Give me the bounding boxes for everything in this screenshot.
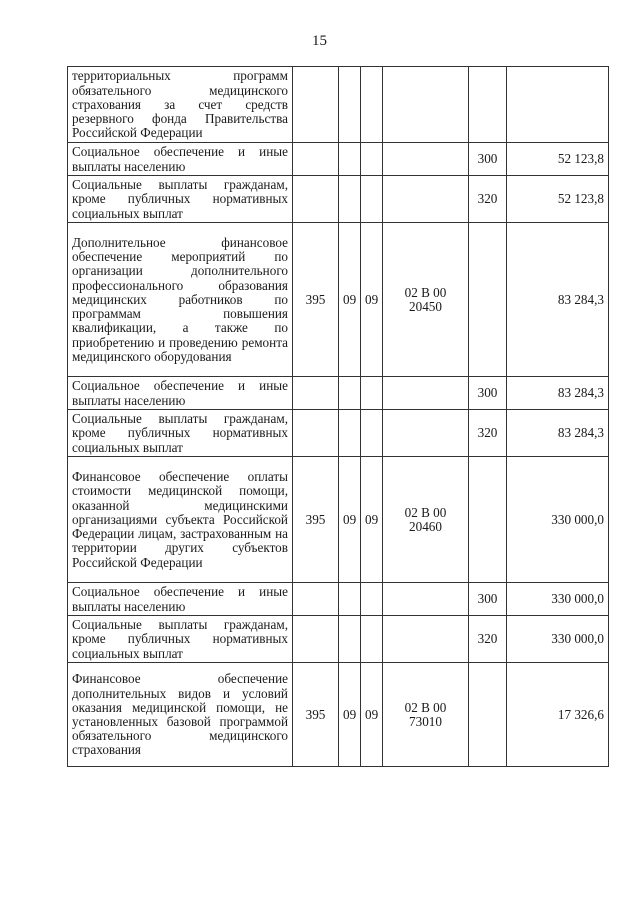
subsection-code-cell: 09	[361, 223, 383, 377]
amount-cell: 330 000,0	[507, 616, 609, 663]
table-row	[68, 583, 609, 616]
ministry-code-cell	[293, 67, 339, 143]
section-code-cell: 09	[339, 457, 361, 583]
row-name-cell: Социальное обеспечение и иные выплаты населению	[68, 143, 293, 176]
row-name-cell: территориальных программ обязательного медицинского страхования за счет средств резервного фонда Правительства Российской Федерации	[68, 67, 293, 143]
section-code-cell: 09	[339, 223, 361, 377]
table-row	[68, 410, 609, 457]
ministry-code-cell	[293, 377, 339, 410]
budget-table	[67, 66, 609, 767]
target-article-cell	[383, 616, 469, 663]
section-code-cell	[339, 410, 361, 457]
row-name-cell: Дополнительное финансовое обеспечение мероприятий по организации дополнительного профессионального образования медицинских работников по программам повышения квалификации, а также по приобретению и проведению ремонта медицинского оборудования	[68, 223, 293, 377]
section-code-cell	[339, 616, 361, 663]
amount-cell: 52 123,8	[507, 143, 609, 176]
ministry-code-cell	[293, 583, 339, 616]
target-article-cell: 02 В 00 20460	[383, 457, 469, 583]
ministry-code-cell	[293, 410, 339, 457]
section-code-cell	[339, 143, 361, 176]
subsection-code-cell	[361, 410, 383, 457]
target-article-cell	[383, 176, 469, 223]
expense-type-cell	[469, 457, 507, 583]
amount-cell: 330 000,0	[507, 583, 609, 616]
subsection-code-cell: 09	[361, 663, 383, 767]
subsection-code-cell: 09	[361, 457, 383, 583]
subsection-code-cell	[361, 67, 383, 143]
amount-cell: 83 284,3	[507, 377, 609, 410]
subsection-code-cell	[361, 176, 383, 223]
table-row	[68, 223, 609, 377]
section-code-cell	[339, 583, 361, 616]
expense-type-cell: 300	[469, 143, 507, 176]
expense-type-cell: 320	[469, 176, 507, 223]
section-code-cell	[339, 67, 361, 143]
subsection-code-cell	[361, 143, 383, 176]
table-row	[68, 663, 609, 767]
section-code-cell: 09	[339, 663, 361, 767]
expense-type-cell: 320	[469, 616, 507, 663]
row-name-cell: Социальное обеспечение и иные выплаты населению	[68, 583, 293, 616]
amount-cell: 83 284,3	[507, 410, 609, 457]
target-article-cell	[383, 410, 469, 457]
target-article-cell	[383, 67, 469, 143]
expense-type-cell: 300	[469, 583, 507, 616]
row-name-cell: Социальное обеспечение и иные выплаты населению	[68, 377, 293, 410]
expense-type-cell: 320	[469, 410, 507, 457]
table-row	[68, 377, 609, 410]
expense-type-cell	[469, 663, 507, 767]
amount-cell: 52 123,8	[507, 176, 609, 223]
target-article-cell	[383, 583, 469, 616]
amount-cell: 17 326,6	[507, 663, 609, 767]
table-row	[68, 143, 609, 176]
table-row	[68, 176, 609, 223]
row-name-cell: Социальные выплаты гражданам, кроме публичных нормативных социальных выплат	[68, 410, 293, 457]
row-name-cell: Социальные выплаты гражданам, кроме публичных нормативных социальных выплат	[68, 176, 293, 223]
expense-type-cell	[469, 67, 507, 143]
target-article-cell: 02 В 00 20450	[383, 223, 469, 377]
ministry-code-cell: 395	[293, 663, 339, 767]
row-name-cell: Финансовое обеспечение оплаты стоимости медицинской помощи, оказанной медицинскими организациями субъекта Российской Федерации лицам, застрахованным на территории других субъектов Российской Федерации	[68, 457, 293, 583]
ministry-code-cell	[293, 616, 339, 663]
amount-cell: 330 000,0	[507, 457, 609, 583]
amount-cell	[507, 67, 609, 143]
target-article-cell	[383, 377, 469, 410]
ministry-code-cell: 395	[293, 223, 339, 377]
row-name-cell: Социальные выплаты гражданам, кроме публичных нормативных социальных выплат	[68, 616, 293, 663]
section-code-cell	[339, 176, 361, 223]
row-name-cell: Финансовое обеспечение дополнительных видов и условий оказания медицинской помощи, не установленных базовой программой обязательного медицинского страхования	[68, 663, 293, 767]
table-body	[68, 67, 609, 767]
subsection-code-cell	[361, 583, 383, 616]
target-article-cell: 02 В 00 73010	[383, 663, 469, 767]
subsection-code-cell	[361, 616, 383, 663]
ministry-code-cell	[293, 143, 339, 176]
table-row	[68, 67, 609, 143]
expense-type-cell: 300	[469, 377, 507, 410]
page-number: 15	[312, 33, 327, 49]
ministry-code-cell: 395	[293, 457, 339, 583]
expense-type-cell	[469, 223, 507, 377]
target-article-cell	[383, 143, 469, 176]
amount-cell: 83 284,3	[507, 223, 609, 377]
table-row	[68, 616, 609, 663]
table-row	[68, 457, 609, 583]
section-code-cell	[339, 377, 361, 410]
ministry-code-cell	[293, 176, 339, 223]
subsection-code-cell	[361, 377, 383, 410]
